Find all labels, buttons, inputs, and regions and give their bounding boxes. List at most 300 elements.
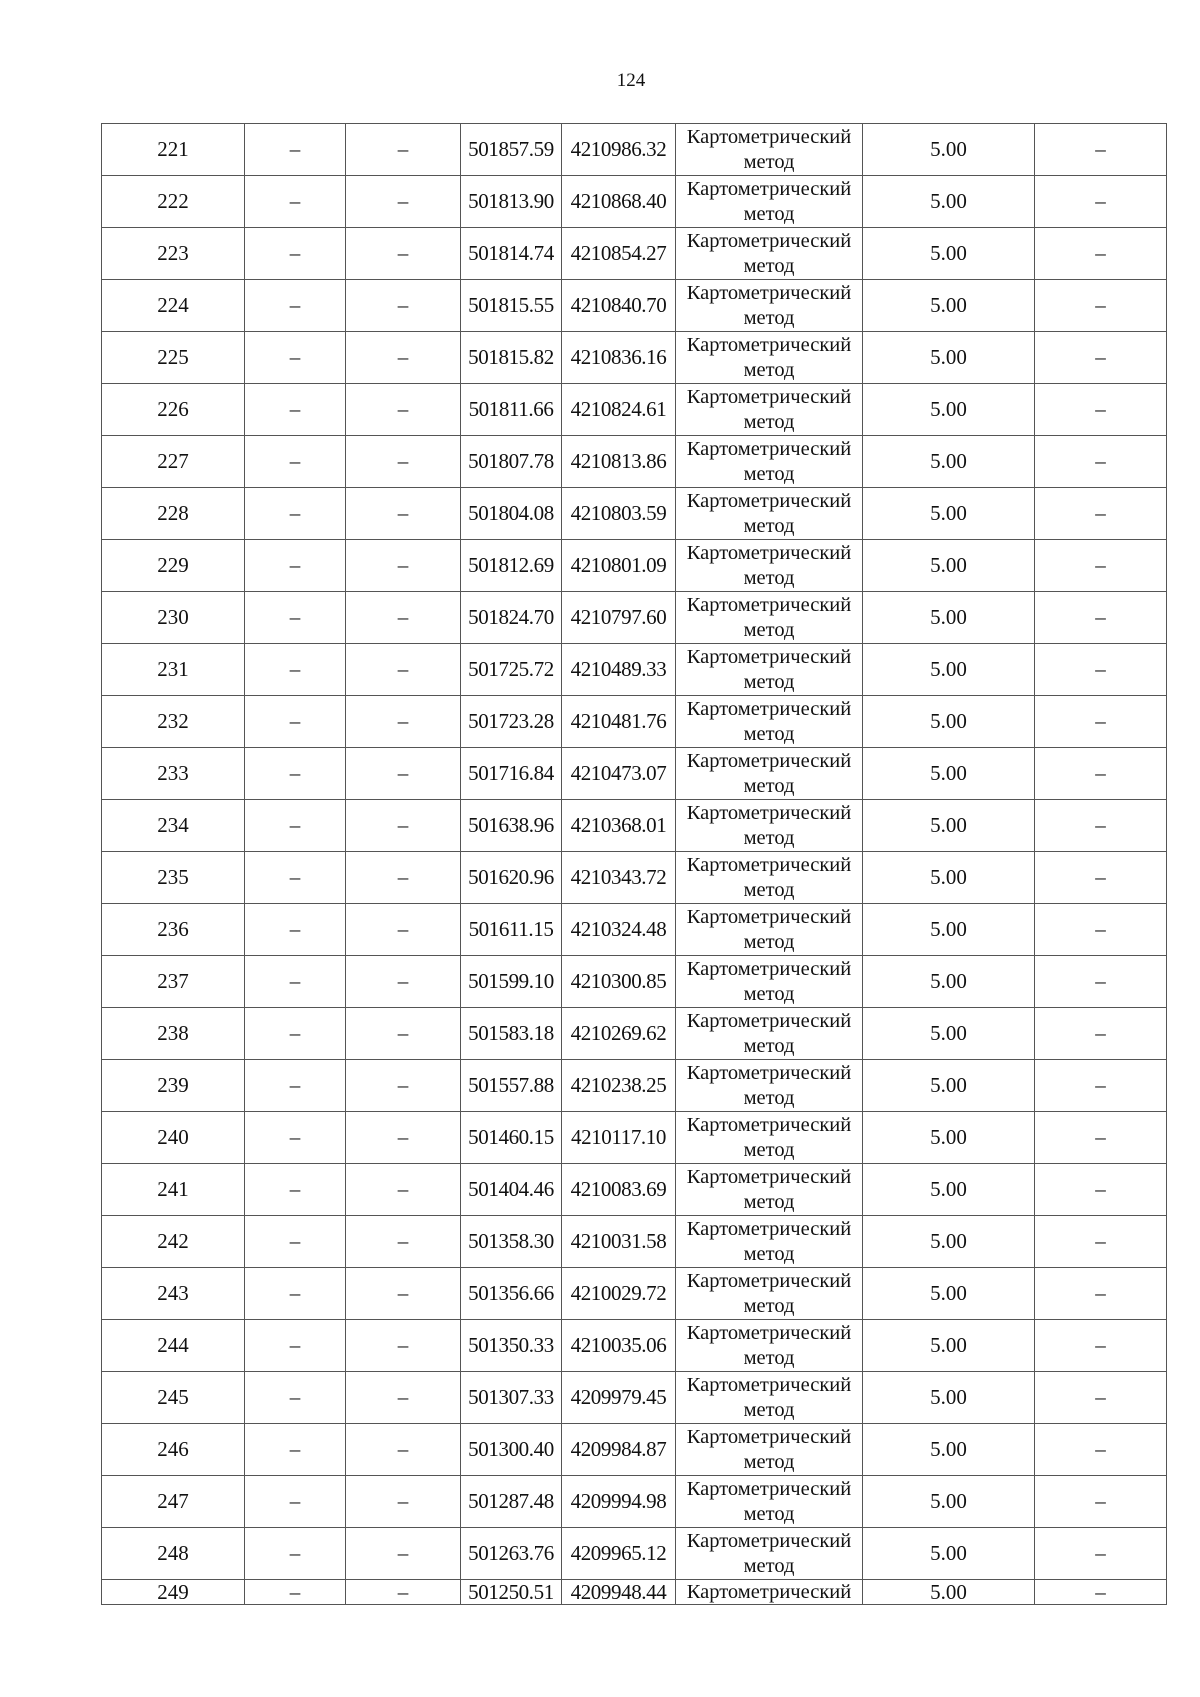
point-number-cell: 244 xyxy=(102,1320,245,1372)
accuracy-cell: 5.00 xyxy=(863,176,1035,228)
empty-marker-cell: – xyxy=(245,1528,346,1580)
coordinate-y-cell: 4210801.09 xyxy=(562,540,676,592)
empty-marker-cell: – xyxy=(1035,1476,1167,1528)
point-number-cell: 245 xyxy=(102,1372,245,1424)
coordinate-x-cell: 501599.10 xyxy=(461,956,562,1008)
method-text: метод xyxy=(743,254,795,277)
point-number-cell: 236 xyxy=(102,904,245,956)
empty-marker-cell: – xyxy=(245,332,346,384)
coordinate-y-cell: 4210029.72 xyxy=(562,1268,676,1320)
method-text: Картометрический xyxy=(686,333,852,356)
method-text: Картометрический xyxy=(686,1373,852,1396)
method-cell xyxy=(676,748,863,800)
empty-marker-cell: – xyxy=(245,1164,346,1216)
empty-marker-cell: – xyxy=(245,1008,346,1060)
point-number-cell: 237 xyxy=(102,956,245,1008)
method-cell xyxy=(676,1112,863,1164)
point-number-cell: 246 xyxy=(102,1424,245,1476)
table-row xyxy=(102,1528,1167,1580)
method-text: Картометрический xyxy=(686,541,852,564)
empty-marker-cell: – xyxy=(1035,1112,1167,1164)
accuracy-cell: 5.00 xyxy=(863,592,1035,644)
method-text: Картометрический xyxy=(686,177,852,200)
method-text: метод xyxy=(743,462,795,485)
method-cell xyxy=(676,332,863,384)
method-text: метод xyxy=(743,878,795,901)
empty-marker-cell: – xyxy=(1035,1372,1167,1424)
empty-marker-cell: – xyxy=(245,1112,346,1164)
method-text: метод xyxy=(743,1034,795,1057)
empty-marker-cell: – xyxy=(1035,280,1167,332)
empty-marker-cell: – xyxy=(346,384,461,436)
empty-marker-cell: – xyxy=(1035,436,1167,488)
coordinate-y-cell: 4210035.06 xyxy=(562,1320,676,1372)
method-cell xyxy=(676,1320,863,1372)
method-text: Картометрический xyxy=(686,229,852,252)
empty-marker-cell: – xyxy=(1035,592,1167,644)
accuracy-cell: 5.00 xyxy=(863,332,1035,384)
table-row xyxy=(102,1320,1167,1372)
empty-marker-cell: – xyxy=(1035,1320,1167,1372)
method-text: Картометрический xyxy=(686,1425,852,1448)
point-number-cell: 231 xyxy=(102,644,245,696)
empty-marker-cell: – xyxy=(245,124,346,176)
method-text: метод xyxy=(743,514,795,537)
coordinate-y-cell: 4210343.72 xyxy=(562,852,676,904)
coordinate-y-cell: 4210489.33 xyxy=(562,644,676,696)
method-cell xyxy=(676,1528,863,1580)
empty-marker-cell: – xyxy=(1035,332,1167,384)
method-text: Картометрический xyxy=(686,1529,852,1552)
table-row xyxy=(102,748,1167,800)
empty-marker-cell: – xyxy=(245,696,346,748)
method-cell xyxy=(676,280,863,332)
point-number-cell: 249 xyxy=(102,1580,245,1605)
table-row xyxy=(102,592,1167,644)
table-row xyxy=(102,696,1167,748)
method-text: Картометрический xyxy=(686,437,852,460)
coordinate-y-cell: 4210840.70 xyxy=(562,280,676,332)
empty-marker-cell: – xyxy=(245,436,346,488)
method-text: Картометрический xyxy=(686,1113,852,1136)
point-number-cell: 223 xyxy=(102,228,245,280)
coordinate-x-cell: 501263.76 xyxy=(461,1528,562,1580)
empty-marker-cell: – xyxy=(245,1268,346,1320)
method-cell xyxy=(676,1580,863,1605)
coordinate-y-cell: 4210324.48 xyxy=(562,904,676,956)
empty-marker-cell: – xyxy=(245,384,346,436)
empty-marker-cell: – xyxy=(245,1320,346,1372)
empty-marker-cell: – xyxy=(245,280,346,332)
empty-marker-cell: – xyxy=(346,852,461,904)
empty-marker-cell: – xyxy=(245,540,346,592)
table-row xyxy=(102,956,1167,1008)
method-text: Картометрический xyxy=(686,1269,852,1292)
empty-marker-cell: – xyxy=(346,1112,461,1164)
empty-marker-cell: – xyxy=(346,280,461,332)
method-text: метод xyxy=(743,1190,795,1213)
accuracy-cell: 5.00 xyxy=(863,540,1035,592)
accuracy-cell: 5.00 xyxy=(863,1580,1035,1605)
method-text: метод xyxy=(743,1398,795,1421)
method-text: Картометрический xyxy=(686,281,852,304)
empty-marker-cell: – xyxy=(1035,904,1167,956)
empty-marker-cell: – xyxy=(1035,488,1167,540)
coordinate-y-cell: 4210986.32 xyxy=(562,124,676,176)
point-number-cell: 225 xyxy=(102,332,245,384)
table-row xyxy=(102,436,1167,488)
method-text: метод xyxy=(743,1086,795,1109)
method-text: метод xyxy=(743,1502,795,1525)
coordinate-y-cell: 4210836.16 xyxy=(562,332,676,384)
page-number: 124 xyxy=(616,70,646,91)
method-cell xyxy=(676,228,863,280)
coordinate-x-cell: 501250.51 xyxy=(461,1580,562,1605)
table-row xyxy=(102,1268,1167,1320)
coordinate-x-cell: 501857.59 xyxy=(461,124,562,176)
coordinate-x-cell: 501813.90 xyxy=(461,176,562,228)
coordinate-y-cell: 4210854.27 xyxy=(562,228,676,280)
accuracy-cell: 5.00 xyxy=(863,852,1035,904)
empty-marker-cell: – xyxy=(346,332,461,384)
coordinate-x-cell: 501358.30 xyxy=(461,1216,562,1268)
method-text: метод xyxy=(743,826,795,849)
accuracy-cell: 5.00 xyxy=(863,904,1035,956)
method-text: Картометрический xyxy=(686,1581,852,1603)
coordinate-x-cell: 501815.82 xyxy=(461,332,562,384)
empty-marker-cell: – xyxy=(1035,540,1167,592)
table-row xyxy=(102,540,1167,592)
empty-marker-cell: – xyxy=(245,956,346,1008)
empty-marker-cell: – xyxy=(1035,228,1167,280)
empty-marker-cell: – xyxy=(245,800,346,852)
table-row xyxy=(102,280,1167,332)
coordinate-x-cell: 501804.08 xyxy=(461,488,562,540)
coordinate-y-cell: 4209994.98 xyxy=(562,1476,676,1528)
empty-marker-cell: – xyxy=(346,1372,461,1424)
coordinate-y-cell: 4210813.86 xyxy=(562,436,676,488)
point-number-cell: 230 xyxy=(102,592,245,644)
table-row xyxy=(102,124,1167,176)
method-text: метод xyxy=(743,202,795,225)
point-number-cell: 232 xyxy=(102,696,245,748)
coordinate-y-cell: 4210797.60 xyxy=(562,592,676,644)
empty-marker-cell: – xyxy=(346,1008,461,1060)
method-cell xyxy=(676,1060,863,1112)
empty-marker-cell: – xyxy=(1035,696,1167,748)
empty-marker-cell: – xyxy=(346,696,461,748)
table-row xyxy=(102,800,1167,852)
coordinate-x-cell: 501300.40 xyxy=(461,1424,562,1476)
accuracy-cell: 5.00 xyxy=(863,1528,1035,1580)
point-number-cell: 242 xyxy=(102,1216,245,1268)
empty-marker-cell: – xyxy=(1035,956,1167,1008)
accuracy-cell: 5.00 xyxy=(863,1320,1035,1372)
coordinate-x-cell: 501356.66 xyxy=(461,1268,562,1320)
table-row xyxy=(102,644,1167,696)
empty-marker-cell: – xyxy=(1035,1164,1167,1216)
point-number-cell: 227 xyxy=(102,436,245,488)
method-text: метод xyxy=(743,358,795,381)
accuracy-cell: 5.00 xyxy=(863,1216,1035,1268)
empty-marker-cell: – xyxy=(346,956,461,1008)
empty-marker-cell: – xyxy=(346,1268,461,1320)
empty-marker-cell: – xyxy=(346,748,461,800)
empty-marker-cell: – xyxy=(1035,644,1167,696)
coordinate-x-cell: 501824.70 xyxy=(461,592,562,644)
coordinate-y-cell: 4209965.12 xyxy=(562,1528,676,1580)
empty-marker-cell: – xyxy=(1035,124,1167,176)
coordinate-x-cell: 501807.78 xyxy=(461,436,562,488)
empty-marker-cell: – xyxy=(1035,800,1167,852)
method-text: Картометрический xyxy=(686,125,852,148)
table-row xyxy=(102,1372,1167,1424)
coordinate-y-cell: 4210473.07 xyxy=(562,748,676,800)
table-row xyxy=(102,1008,1167,1060)
empty-marker-cell: – xyxy=(346,1060,461,1112)
method-text: Картометрический xyxy=(686,749,852,772)
method-text: метод xyxy=(743,1138,795,1161)
method-text: метод xyxy=(743,566,795,589)
coordinate-y-cell: 4209948.44 xyxy=(562,1580,676,1605)
method-cell xyxy=(676,1268,863,1320)
method-text: Картометрический xyxy=(686,957,852,980)
method-text: Картометрический xyxy=(686,1217,852,1240)
coordinate-x-cell: 501557.88 xyxy=(461,1060,562,1112)
method-cell xyxy=(676,1372,863,1424)
method-text: Картометрический xyxy=(686,905,852,928)
method-text: Картометрический xyxy=(686,645,852,668)
coordinate-x-cell: 501812.69 xyxy=(461,540,562,592)
method-cell xyxy=(676,904,863,956)
method-text: метод xyxy=(743,1346,795,1369)
method-text: метод xyxy=(743,722,795,745)
empty-marker-cell: – xyxy=(245,748,346,800)
coordinate-x-cell: 501814.74 xyxy=(461,228,562,280)
empty-marker-cell: – xyxy=(1035,1008,1167,1060)
point-number-cell: 238 xyxy=(102,1008,245,1060)
accuracy-cell: 5.00 xyxy=(863,956,1035,1008)
method-text: метод xyxy=(743,1450,795,1473)
empty-marker-cell: – xyxy=(245,488,346,540)
empty-marker-cell: – xyxy=(346,1216,461,1268)
method-text: метод xyxy=(743,410,795,433)
method-text: Картометрический xyxy=(686,1321,852,1344)
method-text: метод xyxy=(743,150,795,173)
coordinates-table xyxy=(101,123,1167,1605)
point-number-cell: 222 xyxy=(102,176,245,228)
empty-marker-cell: – xyxy=(1035,852,1167,904)
coordinate-y-cell: 4210824.61 xyxy=(562,384,676,436)
coordinate-x-cell: 501611.15 xyxy=(461,904,562,956)
method-cell xyxy=(676,1008,863,1060)
coordinate-x-cell: 501725.72 xyxy=(461,644,562,696)
coordinate-x-cell: 501638.96 xyxy=(461,800,562,852)
point-number-cell: 240 xyxy=(102,1112,245,1164)
table-row xyxy=(102,1164,1167,1216)
empty-marker-cell: – xyxy=(346,1320,461,1372)
coordinate-y-cell: 4210031.58 xyxy=(562,1216,676,1268)
point-number-cell: 248 xyxy=(102,1528,245,1580)
accuracy-cell: 5.00 xyxy=(863,1476,1035,1528)
table-row xyxy=(102,384,1167,436)
empty-marker-cell: – xyxy=(245,1216,346,1268)
method-text: метод xyxy=(743,982,795,1005)
method-text: Картометрический xyxy=(686,853,852,876)
point-number-cell: 224 xyxy=(102,280,245,332)
point-number-cell: 226 xyxy=(102,384,245,436)
method-text: Картометрический xyxy=(686,1477,852,1500)
method-cell xyxy=(676,1164,863,1216)
accuracy-cell: 5.00 xyxy=(863,696,1035,748)
method-text: Картометрический xyxy=(686,489,852,512)
empty-marker-cell: – xyxy=(245,1424,346,1476)
accuracy-cell: 5.00 xyxy=(863,384,1035,436)
accuracy-cell: 5.00 xyxy=(863,1424,1035,1476)
table-row xyxy=(102,1216,1167,1268)
method-text: Картометрический xyxy=(686,1009,852,1032)
point-number-cell: 233 xyxy=(102,748,245,800)
empty-marker-cell: – xyxy=(346,800,461,852)
empty-marker-cell: – xyxy=(245,644,346,696)
accuracy-cell: 5.00 xyxy=(863,228,1035,280)
empty-marker-cell: – xyxy=(1035,176,1167,228)
empty-marker-cell: – xyxy=(1035,748,1167,800)
method-text: метод xyxy=(743,306,795,329)
empty-marker-cell: – xyxy=(1035,1424,1167,1476)
method-text: метод xyxy=(743,774,795,797)
accuracy-cell: 5.00 xyxy=(863,124,1035,176)
empty-marker-cell: – xyxy=(346,176,461,228)
method-text: Картометрический xyxy=(686,1165,852,1188)
coordinate-x-cell: 501307.33 xyxy=(461,1372,562,1424)
empty-marker-cell: – xyxy=(346,644,461,696)
table-row xyxy=(102,1060,1167,1112)
method-cell xyxy=(676,1424,863,1476)
table-row xyxy=(102,332,1167,384)
empty-marker-cell: – xyxy=(346,540,461,592)
method-cell xyxy=(676,436,863,488)
empty-marker-cell: – xyxy=(245,592,346,644)
accuracy-cell: 5.00 xyxy=(863,1268,1035,1320)
method-text: Картометрический xyxy=(686,593,852,616)
coordinate-x-cell: 501716.84 xyxy=(461,748,562,800)
method-text: метод xyxy=(743,930,795,953)
point-number-cell: 243 xyxy=(102,1268,245,1320)
coordinate-x-cell: 501815.55 xyxy=(461,280,562,332)
table-row xyxy=(102,228,1167,280)
method-cell xyxy=(676,956,863,1008)
accuracy-cell: 5.00 xyxy=(863,436,1035,488)
coordinate-y-cell: 4210117.10 xyxy=(562,1112,676,1164)
empty-marker-cell: – xyxy=(346,1424,461,1476)
table-row xyxy=(102,1476,1167,1528)
coordinate-y-cell: 4210300.85 xyxy=(562,956,676,1008)
method-cell xyxy=(676,176,863,228)
coordinate-x-cell: 501287.48 xyxy=(461,1476,562,1528)
accuracy-cell: 5.00 xyxy=(863,748,1035,800)
point-number-cell: 228 xyxy=(102,488,245,540)
method-cell xyxy=(676,384,863,436)
table-row xyxy=(102,176,1167,228)
method-cell xyxy=(676,1476,863,1528)
method-cell xyxy=(676,540,863,592)
empty-marker-cell: – xyxy=(1035,1216,1167,1268)
method-cell xyxy=(676,800,863,852)
coordinate-x-cell: 501620.96 xyxy=(461,852,562,904)
coordinate-y-cell: 4210269.62 xyxy=(562,1008,676,1060)
point-number-cell: 247 xyxy=(102,1476,245,1528)
coordinate-x-cell: 501811.66 xyxy=(461,384,562,436)
accuracy-cell: 5.00 xyxy=(863,1060,1035,1112)
empty-marker-cell: – xyxy=(1035,1528,1167,1580)
empty-marker-cell: – xyxy=(245,1476,346,1528)
empty-marker-cell: – xyxy=(245,852,346,904)
method-cell xyxy=(676,644,863,696)
empty-marker-cell: – xyxy=(245,1060,346,1112)
coordinate-y-cell: 4210083.69 xyxy=(562,1164,676,1216)
accuracy-cell: 5.00 xyxy=(863,1112,1035,1164)
empty-marker-cell: – xyxy=(346,436,461,488)
method-cell xyxy=(676,696,863,748)
table-row xyxy=(102,904,1167,956)
coordinate-x-cell: 501404.46 xyxy=(461,1164,562,1216)
method-cell xyxy=(676,592,863,644)
coordinate-x-cell: 501350.33 xyxy=(461,1320,562,1372)
coordinate-y-cell: 4209979.45 xyxy=(562,1372,676,1424)
empty-marker-cell: – xyxy=(346,228,461,280)
coordinate-y-cell: 4210368.01 xyxy=(562,800,676,852)
method-text: метод xyxy=(743,1242,795,1265)
table-row xyxy=(102,1112,1167,1164)
empty-marker-cell: – xyxy=(1035,1268,1167,1320)
method-cell xyxy=(676,1216,863,1268)
empty-marker-cell: – xyxy=(346,124,461,176)
method-text: Картометрический xyxy=(686,801,852,824)
empty-marker-cell: – xyxy=(346,1528,461,1580)
point-number-cell: 241 xyxy=(102,1164,245,1216)
empty-marker-cell: – xyxy=(1035,1060,1167,1112)
coordinate-y-cell: 4210868.40 xyxy=(562,176,676,228)
accuracy-cell: 5.00 xyxy=(863,280,1035,332)
table-row xyxy=(102,488,1167,540)
method-text: Картометрический xyxy=(686,1061,852,1084)
empty-marker-cell: – xyxy=(245,904,346,956)
coordinate-x-cell: 501583.18 xyxy=(461,1008,562,1060)
accuracy-cell: 5.00 xyxy=(863,1372,1035,1424)
coordinate-y-cell: 4210803.59 xyxy=(562,488,676,540)
accuracy-cell: 5.00 xyxy=(863,800,1035,852)
empty-marker-cell: – xyxy=(346,592,461,644)
empty-marker-cell: – xyxy=(346,1164,461,1216)
table-row xyxy=(102,1424,1167,1476)
table-row xyxy=(102,1580,1167,1605)
method-cell xyxy=(676,124,863,176)
coordinate-y-cell: 4209984.87 xyxy=(562,1424,676,1476)
accuracy-cell: 5.00 xyxy=(863,488,1035,540)
point-number-cell: 239 xyxy=(102,1060,245,1112)
empty-marker-cell: – xyxy=(346,1476,461,1528)
method-cell xyxy=(676,488,863,540)
point-number-cell: 221 xyxy=(102,124,245,176)
accuracy-cell: 5.00 xyxy=(863,644,1035,696)
empty-marker-cell: – xyxy=(346,1580,461,1605)
empty-marker-cell: – xyxy=(1035,384,1167,436)
method-text: метод xyxy=(743,618,795,641)
empty-marker-cell: – xyxy=(245,228,346,280)
method-cell xyxy=(676,852,863,904)
empty-marker-cell: – xyxy=(245,176,346,228)
